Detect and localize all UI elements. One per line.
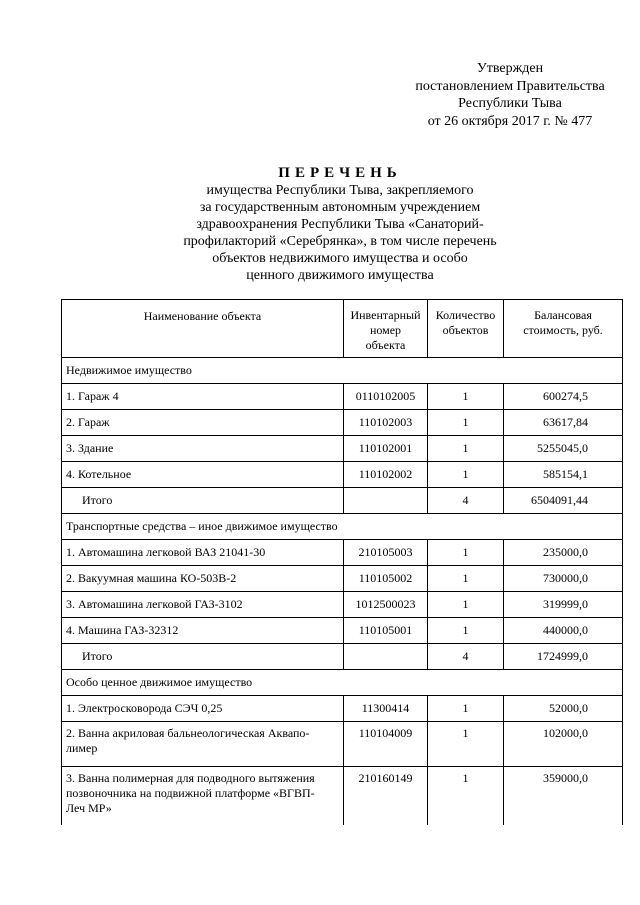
cell-quantity: 1	[428, 722, 504, 767]
cell-name: 1. Гараж 4	[62, 384, 344, 410]
table-row	[62, 462, 623, 488]
table-row	[62, 410, 623, 436]
cell-name-line: 3. Ванна полимерная для подводного вытяжения	[66, 771, 315, 785]
cell-name: 3. Здание	[62, 436, 344, 462]
cell-name: 1. Электросковорода СЭЧ 0,25	[62, 696, 344, 722]
cell-inventory: 110104009	[344, 722, 428, 767]
cell-name-line: 2. Ванна акриловая бальнеологическая Аквапо-	[66, 726, 310, 740]
cell-inventory: 210160149	[344, 767, 428, 826]
header-quantity	[428, 300, 504, 358]
subtitle-line: имущества Республики Тыва, закрепляемого	[206, 183, 474, 198]
table-row	[62, 592, 623, 618]
approval-block	[395, 60, 625, 130]
cell-quantity: 1	[428, 540, 504, 566]
total-row	[62, 644, 623, 670]
subtitle-line: здравоохранения Республики Тыва «Санаторий-	[196, 217, 484, 232]
table-row	[62, 384, 623, 410]
cell-name: 2. Вакуумная машина КО-503В-2	[62, 566, 344, 592]
subtitle-line: ценного движимого имущества	[246, 268, 434, 283]
cell-cost: 359000,0	[504, 767, 623, 826]
cell-inventory: 110105001	[344, 618, 428, 644]
header-cost-line: Балансовая	[534, 308, 592, 322]
property-table	[61, 299, 623, 825]
cell-name-line: позвоночника на подвижной платформе «ВГВП-	[66, 786, 315, 800]
cell-inventory	[344, 644, 428, 670]
total-cost: 1724999,0	[504, 644, 623, 670]
section-row	[62, 514, 623, 540]
table-row	[62, 566, 623, 592]
total-quantity: 4	[428, 488, 504, 514]
header-quantity-line: Количество	[435, 308, 496, 322]
total-quantity: 4	[428, 644, 504, 670]
cell-name-line: Леч МР»	[66, 801, 112, 815]
cell-quantity: 1	[428, 436, 504, 462]
cell-cost: 63617,84	[504, 410, 623, 436]
cell-inventory	[344, 488, 428, 514]
table-row	[62, 618, 623, 644]
cell-cost: 5255045,0	[504, 436, 623, 462]
cell-name: 1. Автомашина легковой ВАЗ 21041-30	[62, 540, 344, 566]
header-inventory-line: номер	[369, 323, 402, 337]
approval-line: постановлением Правительства	[415, 78, 605, 94]
document-heading	[60, 164, 620, 284]
document-title: ПЕРЕЧЕНЬ	[278, 165, 402, 181]
total-row	[62, 488, 623, 514]
document-subtitle	[60, 182, 620, 284]
cell-name: 4. Котельное	[62, 462, 344, 488]
cell-name: 3. Автомашина легковой ГАЗ-3102	[62, 592, 344, 618]
table-row	[62, 722, 623, 767]
cell-cost: 52000,0	[504, 696, 623, 722]
table-header-row	[62, 300, 623, 358]
cell-quantity: 1	[428, 767, 504, 826]
subtitle-line: за государственным автономным учреждением	[199, 200, 481, 215]
table-row	[62, 767, 623, 826]
cell-inventory: 110102003	[344, 410, 428, 436]
header-cost-line: стоимость, руб.	[523, 323, 603, 337]
cell-quantity: 1	[428, 592, 504, 618]
header-cost	[504, 300, 623, 358]
header-quantity-line: объектов	[442, 323, 489, 337]
header-name: Наименование объекта	[62, 300, 344, 358]
cell-quantity: 1	[428, 462, 504, 488]
cell-cost: 730000,0	[504, 566, 623, 592]
section-row	[62, 358, 623, 384]
cell-cost: 102000,0	[504, 722, 623, 767]
cell-quantity: 1	[428, 618, 504, 644]
total-label: Итого	[62, 488, 344, 514]
cell-name	[62, 722, 344, 767]
cell-name	[62, 767, 344, 826]
subtitle-line: объектов недвижимого имущества и особо	[212, 251, 468, 266]
cell-inventory: 210105003	[344, 540, 428, 566]
cell-inventory: 0110102005	[344, 384, 428, 410]
cell-cost: 440000,0	[504, 618, 623, 644]
total-label: Итого	[62, 644, 344, 670]
header-inventory	[344, 300, 428, 358]
table-row	[62, 540, 623, 566]
section-title: Недвижимое имущество	[62, 358, 623, 384]
header-inventory-line: объекта	[365, 338, 406, 352]
section-row	[62, 670, 623, 696]
cell-name: 2. Гараж	[62, 410, 344, 436]
total-cost: 6504091,44	[504, 488, 623, 514]
cell-cost: 235000,0	[504, 540, 623, 566]
cell-quantity: 1	[428, 566, 504, 592]
cell-cost: 319999,0	[504, 592, 623, 618]
subtitle-line: профилакторий «Серебрянка», в том числе перечень	[183, 234, 497, 249]
cell-quantity: 1	[428, 410, 504, 436]
table-row	[62, 696, 623, 722]
cell-inventory: 110102002	[344, 462, 428, 488]
header-inventory-line: Инвентарный	[350, 308, 421, 322]
approval-line: Республики Тыва	[458, 96, 562, 111]
cell-name: 4. Машина ГАЗ-32312	[62, 618, 344, 644]
cell-inventory: 110102001	[344, 436, 428, 462]
cell-name-line: лимер	[66, 741, 98, 755]
section-title: Особо ценное движимое имущество	[62, 670, 623, 696]
cell-inventory: 110105002	[344, 566, 428, 592]
approval-line: от 26 октября 2017 г. № 477	[427, 113, 593, 129]
approval-line: Утвержден	[476, 61, 544, 76]
cell-inventory: 11300414	[344, 696, 428, 722]
cell-cost: 585154,1	[504, 462, 623, 488]
cell-cost: 600274,5	[504, 384, 623, 410]
cell-inventory: 1012500023	[344, 592, 428, 618]
cell-quantity: 1	[428, 696, 504, 722]
table-row	[62, 436, 623, 462]
cell-quantity: 1	[428, 384, 504, 410]
section-title: Транспортные средства – иное движимое имущество	[62, 514, 623, 540]
